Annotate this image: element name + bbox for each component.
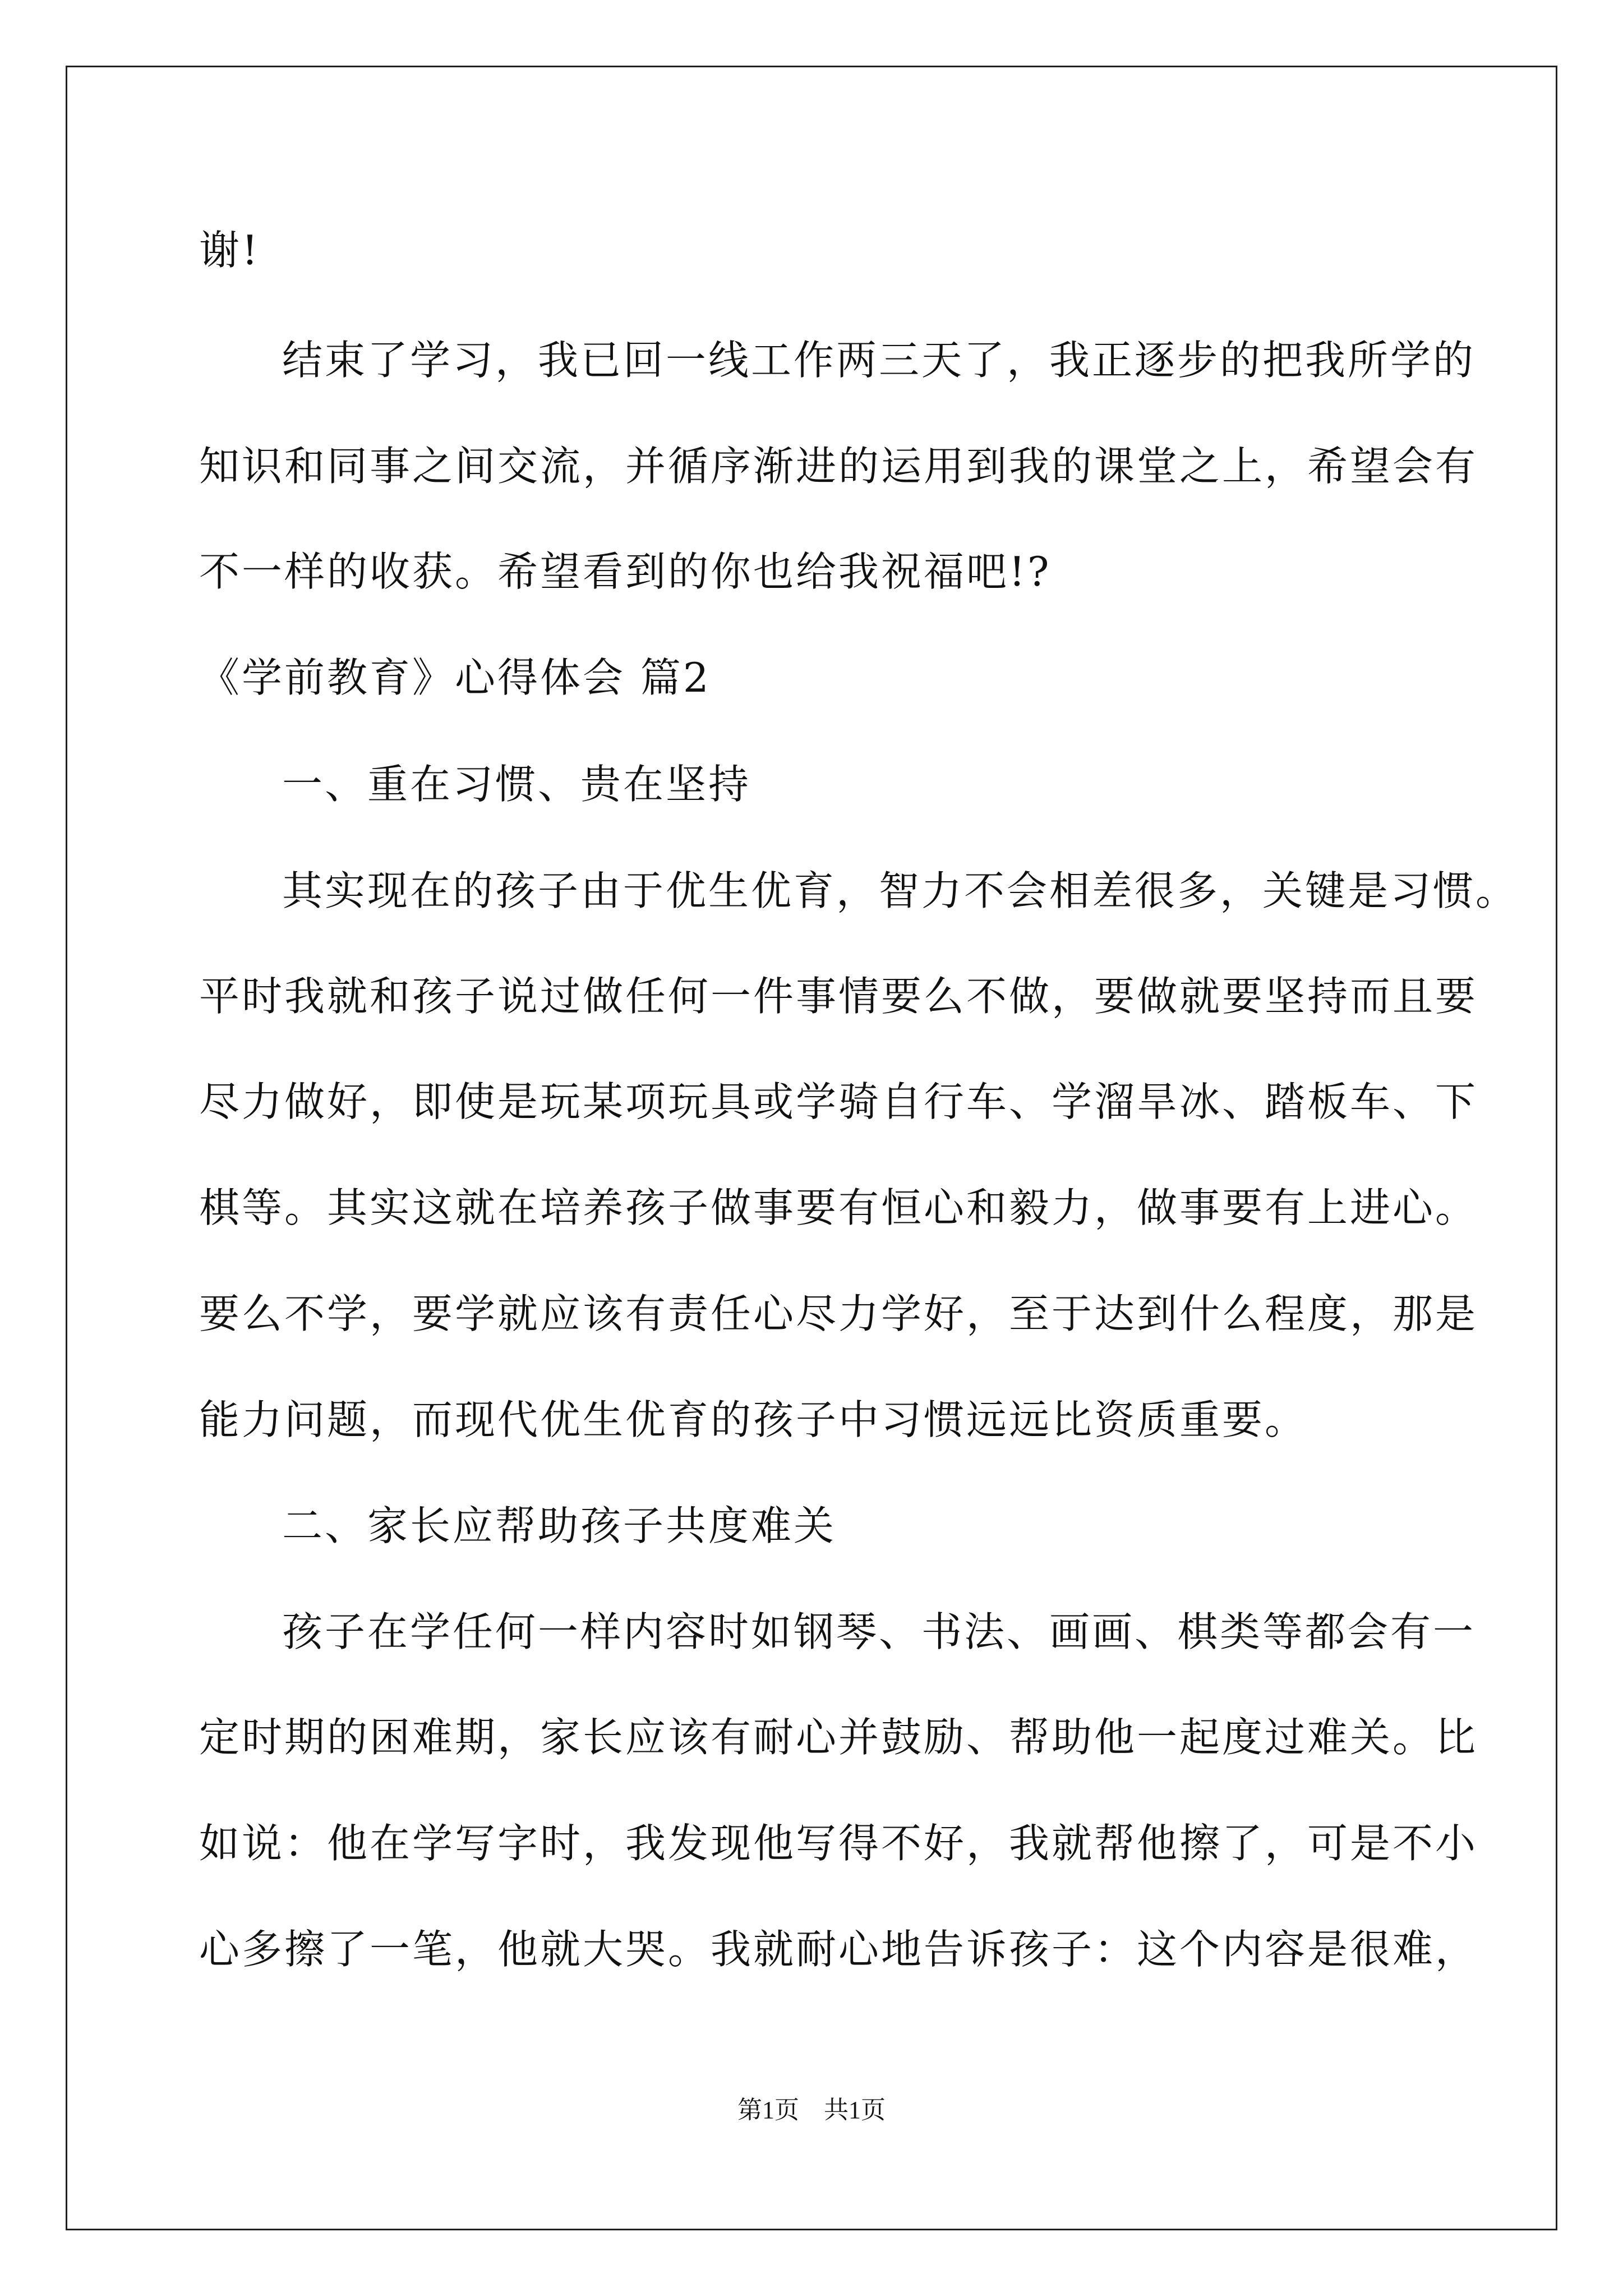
subheading: 一、重在习惯、贵在坚持 [282, 761, 751, 808]
paragraph-line: 能力问题，而现代优生优育的孩子中习惯远远比资质重要。 [199, 1396, 1308, 1443]
paragraph-line: 其实现在的孩子由于优生优育，智力不会相差很多，关键是习惯。 [282, 867, 1519, 914]
paragraph-line: 不一样的收获。希望看到的你也给我祝福吧!? [199, 548, 1052, 595]
page-border [66, 66, 1557, 2230]
paragraph-line: 结束了学习，我已回一线工作两三天了，我正逐步的把我所学的 [282, 337, 1476, 384]
paragraph-line: 谢! [199, 227, 260, 274]
paragraph-line: 孩子在学任何一样内容时如钢琴、书法、画画、棋类等都会有一 [282, 1608, 1476, 1655]
paragraph-line: 知识和同事之间交流，并循序渐进的运用到我的课堂之上，希望会有 [199, 443, 1478, 490]
page-footer: 第1页 共1页 [737, 2096, 886, 2124]
paragraph-line: 心多擦了一笔，他就大哭。我就耐心地告诉孩子：这个内容是很难， [199, 1926, 1478, 1973]
section-heading: 《学前教育》心得体会 篇2 [199, 654, 711, 701]
paragraph-line: 如说：他在学写字时，我发现他写得不好，我就帮他擦了，可是不小 [199, 1820, 1478, 1867]
paragraph-line: 尽力做好，即使是玩某项玩具或学骑自行车、学溜旱冰、踏板车、下 [199, 1078, 1478, 1125]
paragraph-line: 棋等。其实这就在培养孩子做事要有恒心和毅力，做事要有上进心。 [199, 1184, 1478, 1231]
paragraph-line: 平时我就和孩子说过做任何一件事情要么不做，要做就要坚持而且要 [199, 973, 1478, 1020]
paragraph-line: 要么不学，要学就应该有责任心尽力学好，至于达到什么程度，那是 [199, 1290, 1478, 1337]
paragraph-line: 定时期的困难期，家长应该有耐心并鼓励、帮助他一起度过难关。比 [199, 1714, 1478, 1761]
subheading: 二、家长应帮助孩子共度难关 [282, 1502, 837, 1549]
